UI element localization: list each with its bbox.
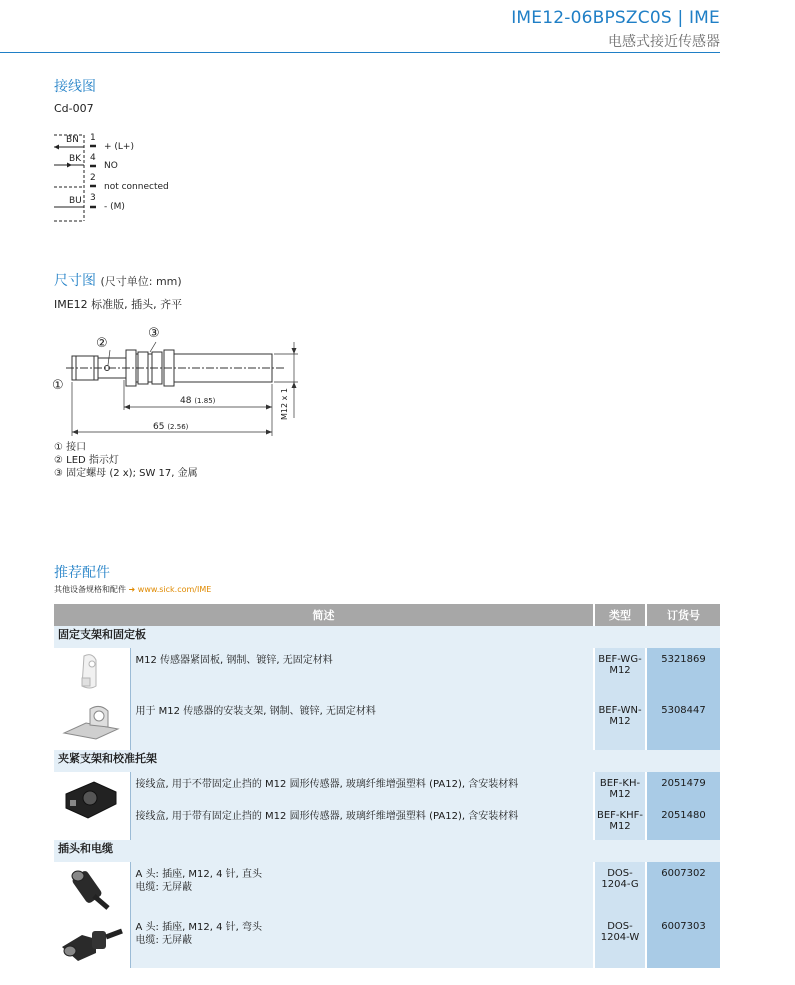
row-type: DOS-1204-W bbox=[594, 915, 646, 968]
dim-65-value: 65 bbox=[153, 422, 165, 432]
dim-65-label bbox=[153, 422, 188, 432]
table-row bbox=[54, 772, 720, 804]
row-order-no: 2051479 bbox=[646, 772, 720, 804]
wire-color-bk: BK bbox=[69, 154, 82, 164]
wiring-code: Cd-007 bbox=[54, 102, 94, 115]
row-description-line1: A 头: 插座, M12, 4 针, 直头 bbox=[135, 869, 263, 880]
row-order-no: 2051480 bbox=[646, 804, 720, 840]
accessories-link[interactable]: ➜ www.sick.com/IME bbox=[128, 585, 212, 594]
pin-label-2: not connected bbox=[104, 182, 169, 192]
legend-item-connection: ① 接口 bbox=[54, 442, 87, 453]
mounting-plate-icon bbox=[56, 650, 126, 694]
dimension-legend bbox=[54, 441, 198, 480]
straight-connector-icon bbox=[56, 864, 126, 910]
row-image-cell bbox=[54, 648, 130, 699]
col-header-type bbox=[594, 604, 646, 626]
header-divider bbox=[0, 52, 720, 53]
row-description: M12 传感器紧固板, 钢制、镀锌, 无固定材料 bbox=[130, 648, 594, 699]
pin-number-3: 3 bbox=[90, 193, 96, 203]
pin-label-4: NO bbox=[104, 161, 118, 171]
col-header-description: 简述 bbox=[54, 604, 594, 626]
callout-2: ② bbox=[96, 336, 108, 351]
pin-number-2: 2 bbox=[90, 173, 96, 183]
category-cables: 插头和电缆 bbox=[54, 840, 720, 862]
row-image-cell bbox=[54, 915, 130, 968]
pin-label-1: + (L+) bbox=[104, 142, 134, 152]
dimension-subtitle: IME12 标准版, 插头, 齐平 bbox=[54, 298, 183, 311]
row-type: BEF-WN-M12 bbox=[594, 699, 646, 750]
table-row bbox=[54, 699, 720, 750]
accessories-subtitle bbox=[54, 584, 211, 595]
table-header-row bbox=[54, 604, 720, 626]
row-image-cell bbox=[54, 862, 130, 915]
row-description: 接线盒, 用于带有固定止挡的 M12 圆形传感器, 玻璃纤维增强塑料 (PA12), 含安装材料 bbox=[130, 804, 594, 840]
legend-item-led: ② LED 指示灯 bbox=[54, 455, 119, 466]
row-description: 接线盒, 用于不带固定止挡的 M12 圆形传感器, 玻璃纤维增强塑料 (PA12), 含安装材料 bbox=[130, 772, 594, 804]
table-row bbox=[54, 862, 720, 915]
callout-1: ① bbox=[52, 378, 64, 393]
row-order-no: 5321869 bbox=[646, 648, 720, 699]
col-header-order-no: 订货号 bbox=[646, 604, 720, 626]
pin-number-1: 1 bbox=[90, 133, 96, 143]
col-header-type-text: 类型 bbox=[609, 609, 631, 622]
row-description bbox=[130, 915, 594, 968]
row-description-line1: A 头: 插座, M12, 4 针, 弯头 bbox=[135, 922, 263, 933]
clamp-block-icon bbox=[56, 774, 126, 824]
product-subtitle: 电感式接近传感器 bbox=[608, 34, 720, 50]
table-row bbox=[54, 915, 720, 968]
angled-connector-icon bbox=[56, 917, 126, 963]
legend-item-nut: ③ 固定螺母 (2 x); SW 17, 金属 bbox=[54, 468, 198, 479]
category-clamping: 夹紧支架和校准托架 bbox=[54, 750, 720, 772]
row-description bbox=[130, 862, 594, 915]
accessories-section-title: 推荐配件 bbox=[54, 565, 110, 581]
wiring-section-title: 接线图 bbox=[54, 79, 96, 95]
dim-48-label bbox=[180, 396, 215, 406]
row-description-line2: 电缆: 无屏蔽 bbox=[135, 882, 193, 893]
row-type: BEF-WG-M12 bbox=[594, 648, 646, 699]
accessories-subtitle-text: 其他设备规格和配件 bbox=[54, 585, 126, 594]
product-title: IME12-06BPSZC0S | IME bbox=[511, 8, 720, 28]
thread-label: M12 x 1 bbox=[280, 388, 289, 420]
table-row bbox=[54, 804, 720, 840]
dim-48-value: 48 bbox=[180, 396, 192, 406]
wiring-lines-icon bbox=[52, 132, 112, 224]
row-type: BEF-KHF-M12 bbox=[594, 804, 646, 840]
dimension-unit: (尺寸单位: mm) bbox=[100, 275, 182, 288]
row-type: BEF-KH-M12 bbox=[594, 772, 646, 804]
wire-color-bu: BU bbox=[69, 196, 82, 206]
row-image-cell bbox=[54, 772, 130, 840]
dimension-section-title bbox=[54, 270, 182, 290]
row-description: 用于 M12 传感器的安装支架, 钢制、镀锌, 无固定材料 bbox=[130, 699, 594, 750]
row-order-no: 6007302 bbox=[646, 862, 720, 915]
dimension-title-text: 尺寸图 bbox=[54, 273, 96, 289]
accessories-table bbox=[54, 604, 720, 968]
dim-65-inch: (2.56) bbox=[167, 423, 189, 431]
pin-number-4: 4 bbox=[90, 153, 96, 163]
wire-color-bn: BN bbox=[66, 135, 79, 145]
row-order-no: 5308447 bbox=[646, 699, 720, 750]
row-type: DOS-1204-G bbox=[594, 862, 646, 915]
table-row bbox=[54, 648, 720, 699]
mounting-bracket-icon bbox=[56, 701, 126, 745]
row-order-no: 6007303 bbox=[646, 915, 720, 968]
pin-label-3: - (M) bbox=[104, 202, 125, 212]
row-description-line2: 电缆: 无屏蔽 bbox=[135, 935, 193, 946]
dim-48-inch: (1.85) bbox=[194, 397, 216, 405]
category-mounting: 固定支架和固定板 bbox=[54, 626, 720, 648]
row-image-cell bbox=[54, 699, 130, 750]
callout-3: ③ bbox=[148, 326, 160, 341]
